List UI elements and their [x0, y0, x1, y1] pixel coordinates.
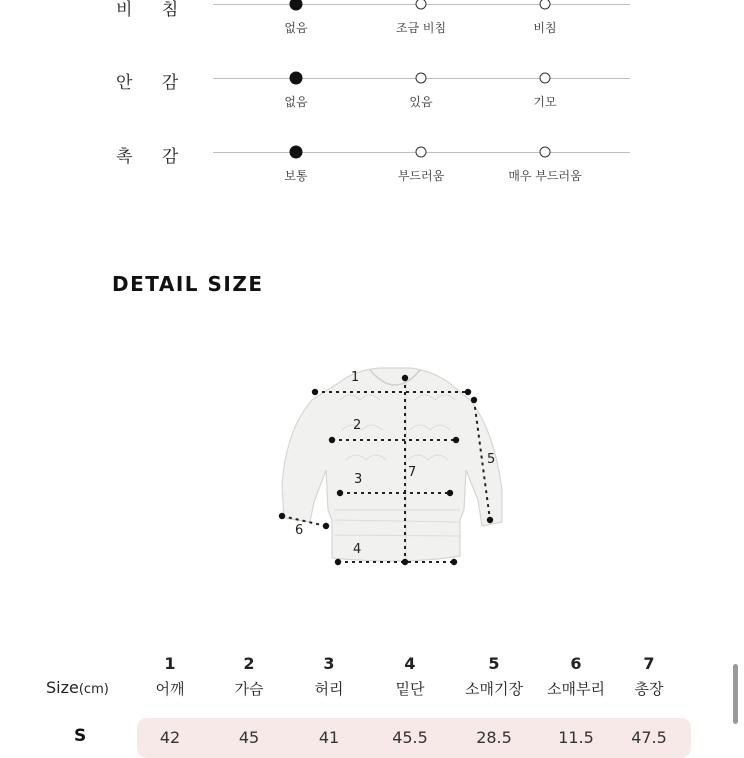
option-label: 비침 — [533, 21, 557, 35]
table-cell: 42 — [159, 728, 181, 747]
table-cell: 41 — [318, 728, 340, 747]
column-number: 5 — [488, 654, 500, 673]
column-number: 4 — [404, 654, 416, 673]
column-number: 3 — [323, 654, 335, 673]
column-name: 가슴 — [234, 680, 264, 698]
table-cell: 45 — [238, 728, 260, 747]
option-dot-selected[interactable] — [290, 72, 303, 85]
option-label: 조금 비침 — [395, 21, 447, 35]
size-header-unit: (cm) — [78, 682, 109, 697]
column-number: 7 — [643, 654, 655, 673]
column-name: 소매부리 — [547, 680, 605, 698]
prop-label-sheerness: 비 침 — [116, 0, 191, 20]
table-cell: 28.5 — [476, 728, 512, 747]
column-number: 2 — [243, 654, 255, 673]
option-dot[interactable] — [416, 73, 427, 84]
cardigan-measurement-diagram — [270, 360, 510, 575]
row-size-label: S — [74, 726, 87, 746]
column-name: 소매기장 — [465, 680, 523, 698]
cardigan-illustration — [270, 360, 510, 575]
option-dot[interactable] — [540, 147, 551, 158]
option-label: 매우 부드러움 — [508, 169, 582, 183]
option-dot[interactable] — [540, 0, 551, 10]
measure-label-cuff: 6 — [295, 523, 304, 538]
column-name: 어깨 — [155, 680, 185, 698]
option-dot[interactable] — [540, 73, 551, 84]
option-dot-selected[interactable] — [290, 146, 303, 159]
table-cell: 47.5 — [631, 728, 667, 747]
option-dot-selected[interactable] — [290, 0, 303, 11]
option-dot[interactable] — [416, 0, 427, 10]
scrollbar-thumb[interactable] — [733, 664, 738, 724]
prop-label-lining: 안 감 — [116, 73, 191, 93]
detail-size-title: DETAIL SIZE — [112, 272, 264, 296]
option-label: 기모 — [533, 95, 557, 109]
size-header — [46, 678, 109, 697]
table-cell: 11.5 — [558, 728, 594, 747]
column-name: 허리 — [314, 680, 344, 698]
measure-label-hem: 4 — [353, 542, 362, 557]
column-number: 6 — [570, 654, 582, 673]
measure-label-sleeve-length: 5 — [487, 452, 496, 467]
measure-label-total-length: 7 — [408, 465, 417, 480]
prop-label-texture: 촉 감 — [116, 147, 191, 167]
size-header-label: Size — [46, 678, 79, 697]
column-name: 총장 — [634, 680, 664, 698]
measure-label-shoulder: 1 — [351, 370, 360, 385]
garment-body — [282, 368, 502, 561]
column-name: 밑단 — [395, 680, 425, 698]
measure-label-waist: 3 — [354, 472, 363, 487]
option-label: 부드러움 — [397, 169, 445, 183]
option-label: 있음 — [409, 95, 433, 109]
column-number: 1 — [164, 654, 176, 673]
option-dot[interactable] — [416, 147, 427, 158]
option-label: 보통 — [284, 169, 308, 183]
option-label: 없음 — [284, 95, 308, 109]
measure-label-chest: 2 — [353, 418, 362, 433]
table-cell: 45.5 — [392, 728, 428, 747]
option-label: 없음 — [284, 21, 308, 35]
